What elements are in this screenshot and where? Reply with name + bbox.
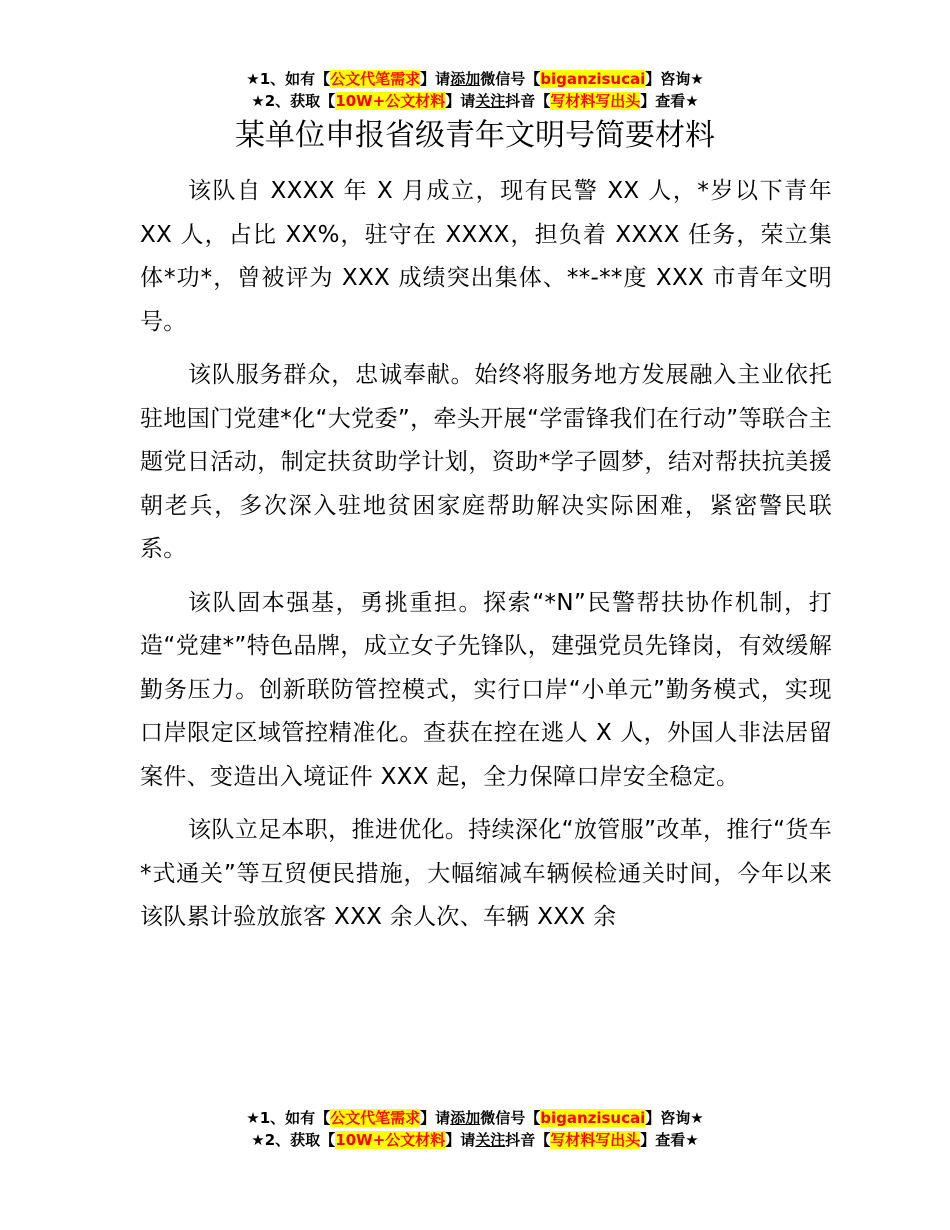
ad-text: 】查看★ [640, 92, 699, 110]
ad-text: 】请 [420, 1109, 451, 1127]
paragraph: 该队自 XXXX 年 X 月成立，现有民警 XX 人，*岁以下青年 XX 人，占比 XX%，驻守在 XXXX，担负着 XXXX 任务，荣立集体*功*，曾被评为 XXX 成绩突出集体、**-**度 XXX 市青年文明号。 [140, 178, 832, 335]
ad-highlight: 10W+公文材料 [335, 1131, 446, 1149]
ad-douyin-id: 写材料写出头 [550, 1131, 641, 1149]
ad-highlight: 公文代笔需求 [330, 1109, 421, 1127]
ad-underlined-text: 添加 [450, 1109, 481, 1127]
ad-underlined-text: 关注 [475, 1131, 506, 1149]
ad-text: 】查看★ [640, 1131, 699, 1149]
document-title: 某单位申报省级青年文明号简要材料 [235, 118, 715, 153]
ad-text: 抖音【 [505, 1131, 551, 1149]
paragraph: 该队服务群众，忠诚奉献。始终将服务地方发展融入主业依托驻地国门党建*化“大党委”，牵头开展“学雷锋我们在行动”等联合主题党日活动，制定扶贫助学计划，资助*学子圆梦，结对帮扶抗美援朝老兵，多次深入驻地贫困家庭帮助解决实际困难，紧密警民联系。 [140, 362, 832, 562]
ad-text: 微信号【 [480, 70, 541, 88]
ad-highlight: 10W+公文材料 [335, 92, 446, 110]
ad-text: ★2、获取【 [251, 92, 336, 110]
footer-ad-banner [0, 1107, 950, 1151]
paragraph: 该队立足本职，推进优化。持续深化“放管服”改革，推行“货车*式通关”等互贸便民措施，大幅缩减车辆候检通关时间，今年以来该队累计验放旅客 XXX 余人次、车辆 XXX 余 [140, 817, 832, 930]
ad-highlight: 公文代笔需求 [330, 70, 421, 88]
ad-line-1 [0, 68, 950, 90]
ad-line-2 [0, 1129, 950, 1151]
ad-text: 】咨询★ [645, 70, 704, 88]
ad-douyin-id: 写材料写出头 [550, 92, 641, 110]
header-ad-banner [0, 68, 950, 112]
ad-text: ★1、如有【 [246, 70, 331, 88]
ad-wechat-id: biganzisucai [540, 70, 646, 88]
ad-wechat-id: biganzisucai [540, 1109, 646, 1127]
ad-text: 微信号【 [480, 1109, 541, 1127]
ad-text: ★1、如有【 [246, 1109, 331, 1127]
ad-line-2 [0, 90, 950, 112]
document-body [140, 170, 832, 950]
ad-text: 】咨询★ [645, 1109, 704, 1127]
ad-underlined-text: 关注 [475, 92, 506, 110]
ad-text: 抖音【 [505, 92, 551, 110]
ad-text: 】请 [420, 70, 451, 88]
ad-line-1 [0, 1107, 950, 1129]
ad-text: 】请 [445, 92, 476, 110]
paragraph: 该队固本强基，勇挑重担。探索“*N”民警帮扶协作机制，打造“党建*”特色品牌，成立女子先锋队，建强党员先锋岗，有效缓解勤务压力。创新联防管控模式，实行口岸“小单元”勤务模式，实现口岸限定区域管控精准化。查获在控在逃人 X 人，外国人非法居留案件、变造出入境证件 XXX 起，全力保障口岸安全稳定。 [140, 589, 832, 790]
ad-text: 】请 [445, 1131, 476, 1149]
ad-underlined-text: 添加 [450, 70, 481, 88]
ad-text: ★2、获取【 [251, 1131, 336, 1149]
